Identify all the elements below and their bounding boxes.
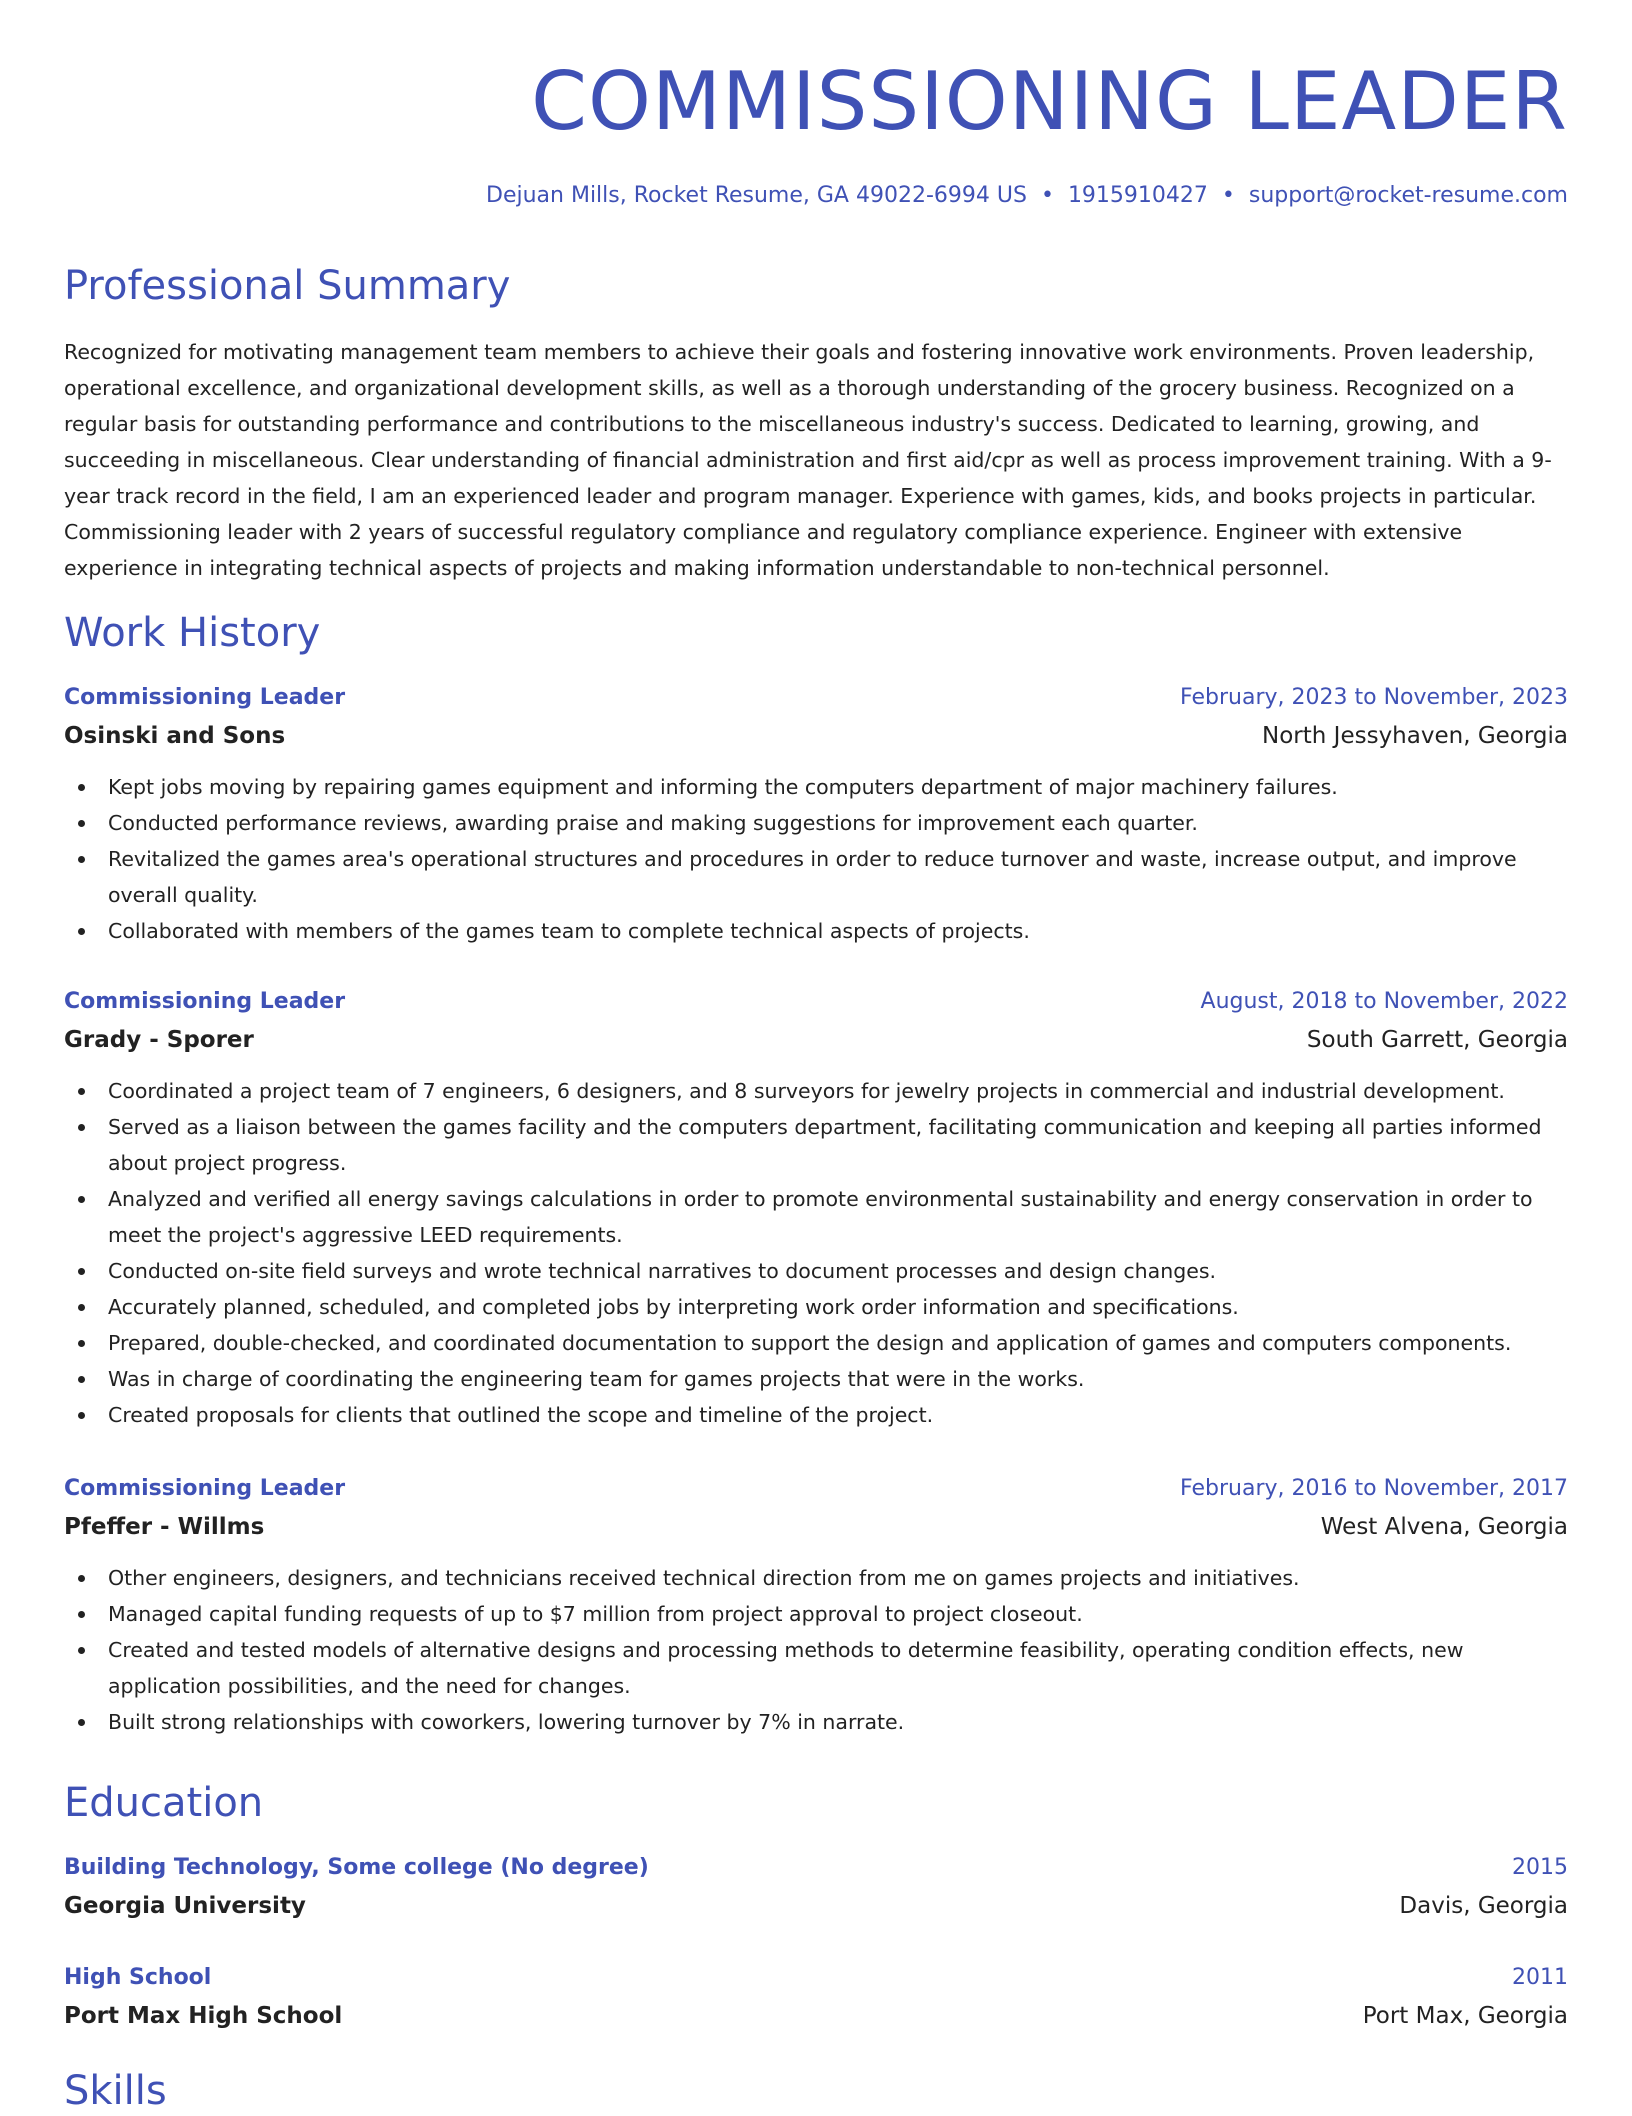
job-role: Commissioning Leader [64, 1476, 346, 1501]
job-bullet: Revitalized the games area's operational structures and procedures in order to reduce turnover and waste, increase output, and improve overall quality. [64, 841, 1568, 913]
job-bullets [64, 1560, 1568, 1740]
job-bullet: Coordinated a project team of 7 engineers, 6 designers, and 8 surveyors for jewelry projects in commercial and industrial development. [64, 1073, 1568, 1109]
job-company: Pfeffer - Willms [64, 1514, 265, 1540]
education-degree: High School [64, 1965, 212, 1990]
job-bullet: Managed capital funding requests of up to $7 million from project approval to project closeout. [64, 1596, 1568, 1632]
job-company: Osinski and Sons [64, 723, 286, 749]
job-entry [64, 983, 1568, 1433]
job-bullet: Was in charge of coordinating the engineering team for games projects that were in the works. [64, 1361, 1568, 1397]
education-header [64, 1959, 1568, 1997]
job-company-row [64, 1508, 1568, 1546]
job-bullet: Kept jobs moving by repairing games equipment and informing the computers department of major machinery failures. [64, 769, 1568, 805]
contact-address: Dejuan Mills, Rocket Resume, GA 49022-6994 US [486, 183, 1027, 208]
education-year: 2011 [1512, 1965, 1568, 1990]
education-heading: Education [64, 1780, 264, 1826]
education-degree: Building Technology, Some college (No degree) [64, 1855, 649, 1880]
job-bullet: Conducted on-site field surveys and wrote technical narratives to document processes and design changes. [64, 1253, 1568, 1289]
contact-line [486, 180, 1568, 212]
resume-title: COMMISSIONING LEADER [531, 55, 1568, 148]
job-bullets [64, 769, 1568, 949]
education-school-row [64, 1887, 1568, 1925]
job-header [64, 679, 1568, 717]
job-bullet: Other engineers, designers, and technicians received technical direction from me on games projects and initiatives. [64, 1560, 1568, 1596]
skills-heading: Skills [64, 2068, 167, 2114]
job-bullet: Created and tested models of alternative designs and processing methods to determine feasibility, operating condition effects, new application possibilities, and the need for changes. [64, 1632, 1568, 1704]
job-bullet: Collaborated with members of the games team to complete technical aspects of projects. [64, 913, 1568, 949]
job-entry [64, 679, 1568, 949]
job-bullet: Built strong relationships with coworkers, lowering turnover by 7% in narrate. [64, 1704, 1568, 1740]
job-header [64, 1470, 1568, 1508]
job-bullet: Created proposals for clients that outlined the scope and timeline of the project. [64, 1397, 1568, 1433]
education-entry [64, 1849, 1568, 1925]
contact-email: support@rocket-resume.com [1248, 183, 1568, 208]
job-company-row [64, 717, 1568, 755]
education-school-row [64, 1997, 1568, 2035]
job-dates: August, 2018 to November, 2022 [1200, 989, 1568, 1014]
education-header [64, 1849, 1568, 1887]
job-bullet: Prepared, double-checked, and coordinated documentation to support the design and application of games and computers components. [64, 1325, 1568, 1361]
job-company-row [64, 1021, 1568, 1059]
job-location: North Jessyhaven, Georgia [1262, 723, 1568, 749]
education-school: Port Max High School [64, 2003, 343, 2029]
job-location: West Alvena, Georgia [1320, 1514, 1568, 1540]
contact-separator: • [1040, 183, 1054, 208]
education-school: Georgia University [64, 1893, 306, 1919]
job-role: Commissioning Leader [64, 685, 346, 710]
job-header [64, 983, 1568, 1021]
job-entry [64, 1470, 1568, 1740]
education-entry [64, 1959, 1568, 2035]
work-history-heading: Work History [64, 610, 321, 656]
education-location: Davis, Georgia [1399, 1893, 1568, 1919]
job-dates: February, 2023 to November, 2023 [1180, 685, 1568, 710]
job-bullet: Analyzed and verified all energy savings calculations in order to promote environmental sustainability and energy conservation in order to meet the project's aggressive LEED requirements. [64, 1181, 1568, 1253]
contact-phone: 1915910427 [1067, 183, 1208, 208]
job-bullet: Served as a liaison between the games facility and the computers department, facilitating communication and keeping all parties informed about project progress. [64, 1109, 1568, 1181]
job-bullets [64, 1073, 1568, 1433]
contact-separator: • [1221, 183, 1235, 208]
job-dates: February, 2016 to November, 2017 [1180, 1476, 1568, 1501]
job-location: South Garrett, Georgia [1306, 1027, 1568, 1053]
education-location: Port Max, Georgia [1362, 2003, 1568, 2029]
job-bullet: Conducted performance reviews, awarding praise and making suggestions for improvement each quarter. [64, 805, 1568, 841]
summary-heading: Professional Summary [64, 263, 511, 309]
summary-text: Recognized for motivating management team members to achieve their goals and fostering innovative work environments. Proven leadership, operational excellence, and organizational development skills, as well as a thorough understanding of the grocery business. Recognized on a regular basis for outstanding performance and contributions to the miscellaneous industry's success. Dedicated to learning, growing, and succeeding in miscellaneous. Clear understanding of financial administration and first aid/cpr as well as process improvement training. With a 9-year track record in the field, I am an experienced leader and program manager. Experience with games, kids, and books projects in particular. Commissioning leader with 2 years of successful regulatory compliance and regulatory compliance experience. Engineer with extensive experience in integrating technical aspects of projects and making information understandable to non-technical personnel. [64, 340, 1552, 580]
job-bullet: Accurately planned, scheduled, and completed jobs by interpreting work order information and specifications. [64, 1289, 1568, 1325]
job-role: Commissioning Leader [64, 989, 346, 1014]
education-year: 2015 [1512, 1855, 1568, 1880]
job-company: Grady - Sporer [64, 1027, 254, 1053]
